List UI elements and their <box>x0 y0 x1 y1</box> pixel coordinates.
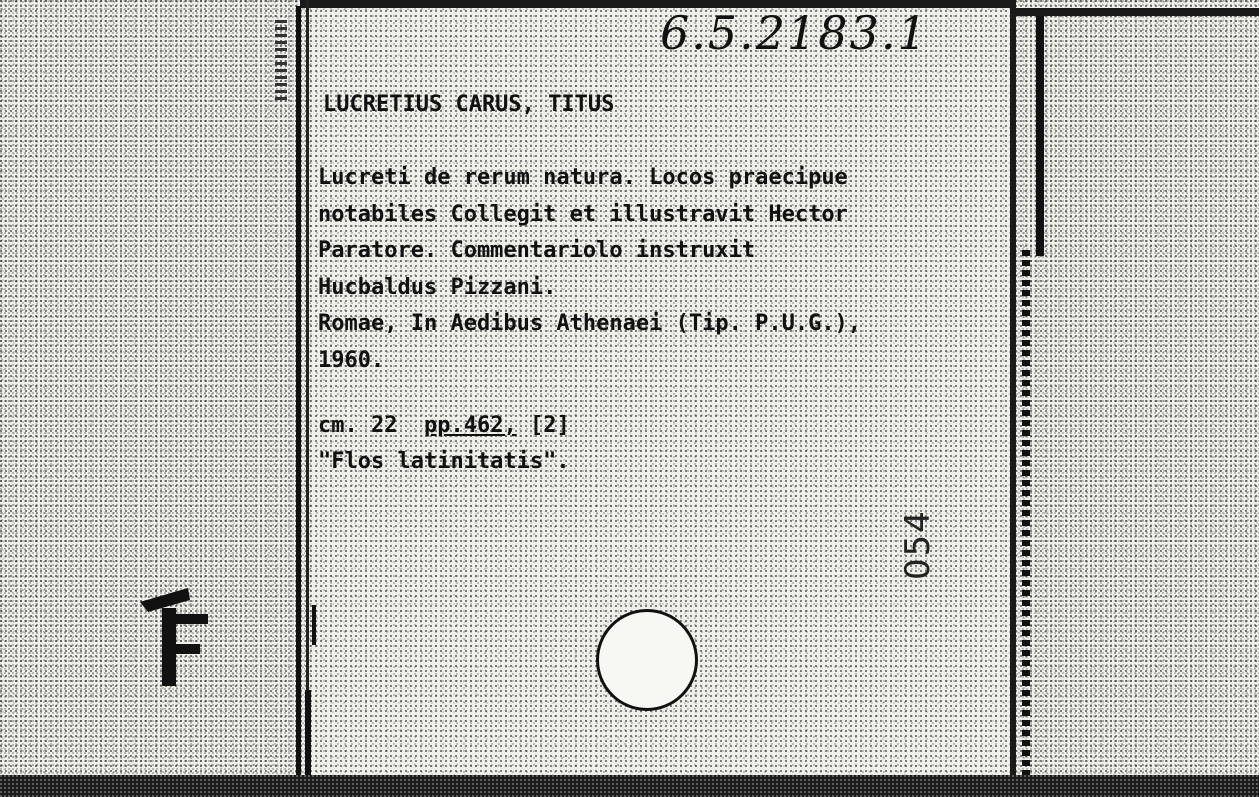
letter-f-icon <box>140 588 212 688</box>
author-heading: LUCRETIUS CARUS, TITUS <box>323 92 615 117</box>
collation-block <box>318 408 570 480</box>
imprint-year: 1960. <box>318 347 385 373</box>
punch-hole <box>596 609 698 711</box>
title-line: Lucreti de rerum natura. Locos praecipue <box>318 165 848 190</box>
card-left-edge-inner <box>306 0 309 780</box>
shelfmark: 6.5.2183.1 <box>660 6 929 60</box>
bottom-scan-band <box>0 775 1259 797</box>
card-tick-mark <box>305 690 311 775</box>
series-statement: "Flos latinitatis". <box>318 449 570 474</box>
stamp-number: 054 <box>898 509 938 580</box>
title-block <box>318 160 988 379</box>
margin-letter-f <box>140 588 212 688</box>
left-edge-marks <box>275 20 287 100</box>
pagination: pp.462, <box>423 413 517 438</box>
title-line: notabiles Collegit et illustravit Hector <box>318 201 848 227</box>
card-right-edge <box>1010 0 1016 780</box>
title-line: Paratore. Commentariolo instruxit <box>318 238 756 263</box>
title-line: Hucbaldus Pizzani. <box>318 274 557 300</box>
size: cm. 22 <box>318 413 398 438</box>
card-tick-mark <box>312 605 316 645</box>
right-card-inner-edge <box>1036 16 1044 256</box>
extra-pages: [2] <box>529 413 570 438</box>
card-left-edge <box>296 6 301 776</box>
right-card-dashed-edge <box>1022 250 1030 775</box>
right-card-top-edge <box>1016 8 1259 16</box>
imprint-line: Romae, In Aedibus Athenaei (Tip. P.U.G.), <box>318 311 862 336</box>
right-adjacent-card <box>1018 0 1259 775</box>
physical-description <box>318 408 570 444</box>
